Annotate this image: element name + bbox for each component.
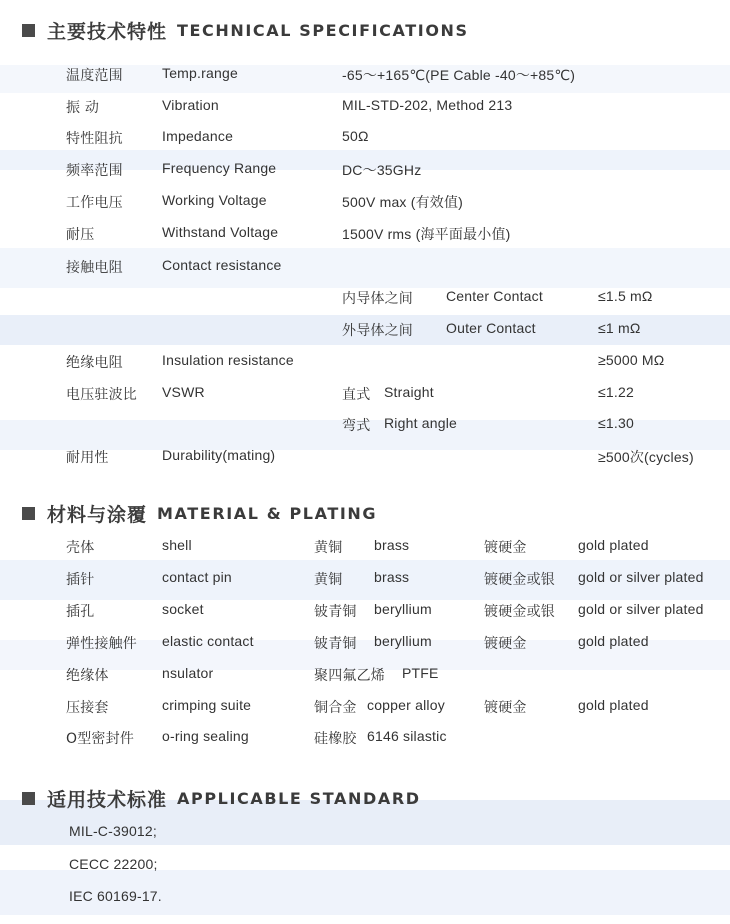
spec-label-en: Vibration [162,97,219,113]
material-en: 6146 silastic [367,728,447,744]
spec-value: DC～35GHz [342,162,422,178]
square-bullet-icon [22,792,35,805]
part-name-zh: 插针 [66,572,95,588]
spec-sub-label-en: Right angle [384,415,458,431]
spec-result: ≤1.22 [598,384,634,400]
spec-result: ≥500次(cycles) [598,449,694,465]
part-name-en: elastic contact [162,633,254,649]
spec-sub-label-zh: 内导体之间 [342,291,413,307]
spec-result: ≤1.5 mΩ [598,288,653,304]
spec-value: MIL-STD-202, Method 213 [342,97,513,113]
spec-label-en: Working Voltage [162,192,267,208]
spec-label-zh: 温度范围 [66,68,123,84]
spec-label-en: VSWR [162,384,205,400]
spec-sub-label-en: Center Contact [446,288,543,304]
spec-label-zh: 电压驻波比 [66,387,137,403]
standard-item: MIL-C-39012; [69,823,157,839]
plating-en: gold plated [578,697,649,713]
spec-value: 50Ω [342,128,369,144]
plating-en: gold plated [578,537,649,553]
section-header-technical-specifications [22,18,469,42]
spec-result: ≥5000 MΩ [598,352,665,368]
part-name-zh: 壳体 [66,540,95,556]
part-name-zh: 插孔 [66,604,95,620]
plating-en: gold plated [578,633,649,649]
spec-label-zh: 绝缘电阻 [66,355,123,371]
part-name-zh: 绝缘体 [66,668,109,684]
material-zh: 铍青铜 [314,604,357,620]
spec-sub-label-zh: 直式 [342,387,371,403]
section-title-zh: 材料与涂覆 [47,503,148,526]
spec-label-en: Durability(mating) [162,447,276,463]
spec-label-zh: 特性阻抗 [66,131,123,147]
plating-zh: 镀硬金 [484,636,527,652]
spec-label-en: Insulation resistance [162,352,294,368]
part-name-zh: 弹性接触件 [66,636,137,652]
material-zh: 黄铜 [314,572,343,588]
spec-sub-label-en: Outer Contact [446,320,536,336]
spec-label-zh: 振 动 [66,100,100,116]
spec-sub-label-en: Straight [384,384,434,400]
part-name-en: o-ring sealing [162,728,249,744]
square-bullet-icon [22,507,35,520]
material-zh: 铜合金 [314,700,357,716]
material-en: beryllium [374,601,432,617]
material-en: brass [374,569,410,585]
spec-label-en: Contact resistance [162,257,282,273]
spec-label-zh: 频率范围 [66,163,123,179]
part-name-en: nsulator [162,665,214,681]
spec-label-zh: 耐用性 [66,450,109,466]
square-bullet-icon [22,24,35,37]
part-name-zh: O型密封件 [66,731,135,747]
material-en: copper alloy [367,697,445,713]
material-en: brass [374,537,410,553]
section-title-zh: 主要技术特性 [47,20,168,43]
section-header-applicable-standard [22,786,421,810]
spec-label-en: Impedance [162,128,234,144]
part-name-en: contact pin [162,569,232,585]
material-zh: 聚四氟乙烯 [314,668,385,684]
plating-zh: 镀硬金 [484,540,527,556]
spec-value: 1500V rms (海平面最小值) [342,226,511,242]
spec-label-zh: 工作电压 [66,195,123,211]
spec-result: ≤1.30 [598,415,634,431]
standard-item: CECC 22200; [69,856,158,872]
spec-sub-label-zh: 外导体之间 [342,323,413,339]
part-name-en: socket [162,601,204,617]
material-en: PTFE [402,665,439,681]
spec-sub-label-zh: 弯式 [342,418,371,434]
spec-label-zh: 接触电阻 [66,260,123,276]
spec-value: 500V max (有效值) [342,194,464,210]
plating-en: gold or silver plated [578,569,704,585]
plating-zh: 镀硬金或银 [484,572,555,588]
section-title-en: APPLICABLE STANDARD [177,788,421,808]
plating-zh: 镀硬金或银 [484,604,555,620]
part-name-en: shell [162,537,192,553]
spec-label-en: Temp.range [162,65,238,81]
spec-label-en: Frequency Range [162,160,277,176]
spec-label-zh: 耐压 [66,227,95,243]
material-zh: 铍青铜 [314,636,357,652]
plating-zh: 镀硬金 [484,700,527,716]
standard-item: IEC 60169-17. [69,888,162,904]
spec-value: -65～+165℃(PE Cable -40～+85℃) [342,67,576,83]
part-name-zh: 压接套 [66,700,109,716]
section-title-zh: 适用技术标准 [47,788,168,811]
section-title-en: TECHNICAL SPECIFICATIONS [177,20,469,40]
material-en: beryllium [374,633,432,649]
material-zh: 黄铜 [314,540,343,556]
part-name-en: crimping suite [162,697,252,713]
section-title-en: MATERIAL & PLATING [157,503,378,523]
section-header-material-plating [22,501,377,525]
plating-en: gold or silver plated [578,601,704,617]
spec-label-en: Withstand Voltage [162,224,279,240]
material-zh: 硅橡胶 [314,731,357,747]
spec-result: ≤1 mΩ [598,320,641,336]
